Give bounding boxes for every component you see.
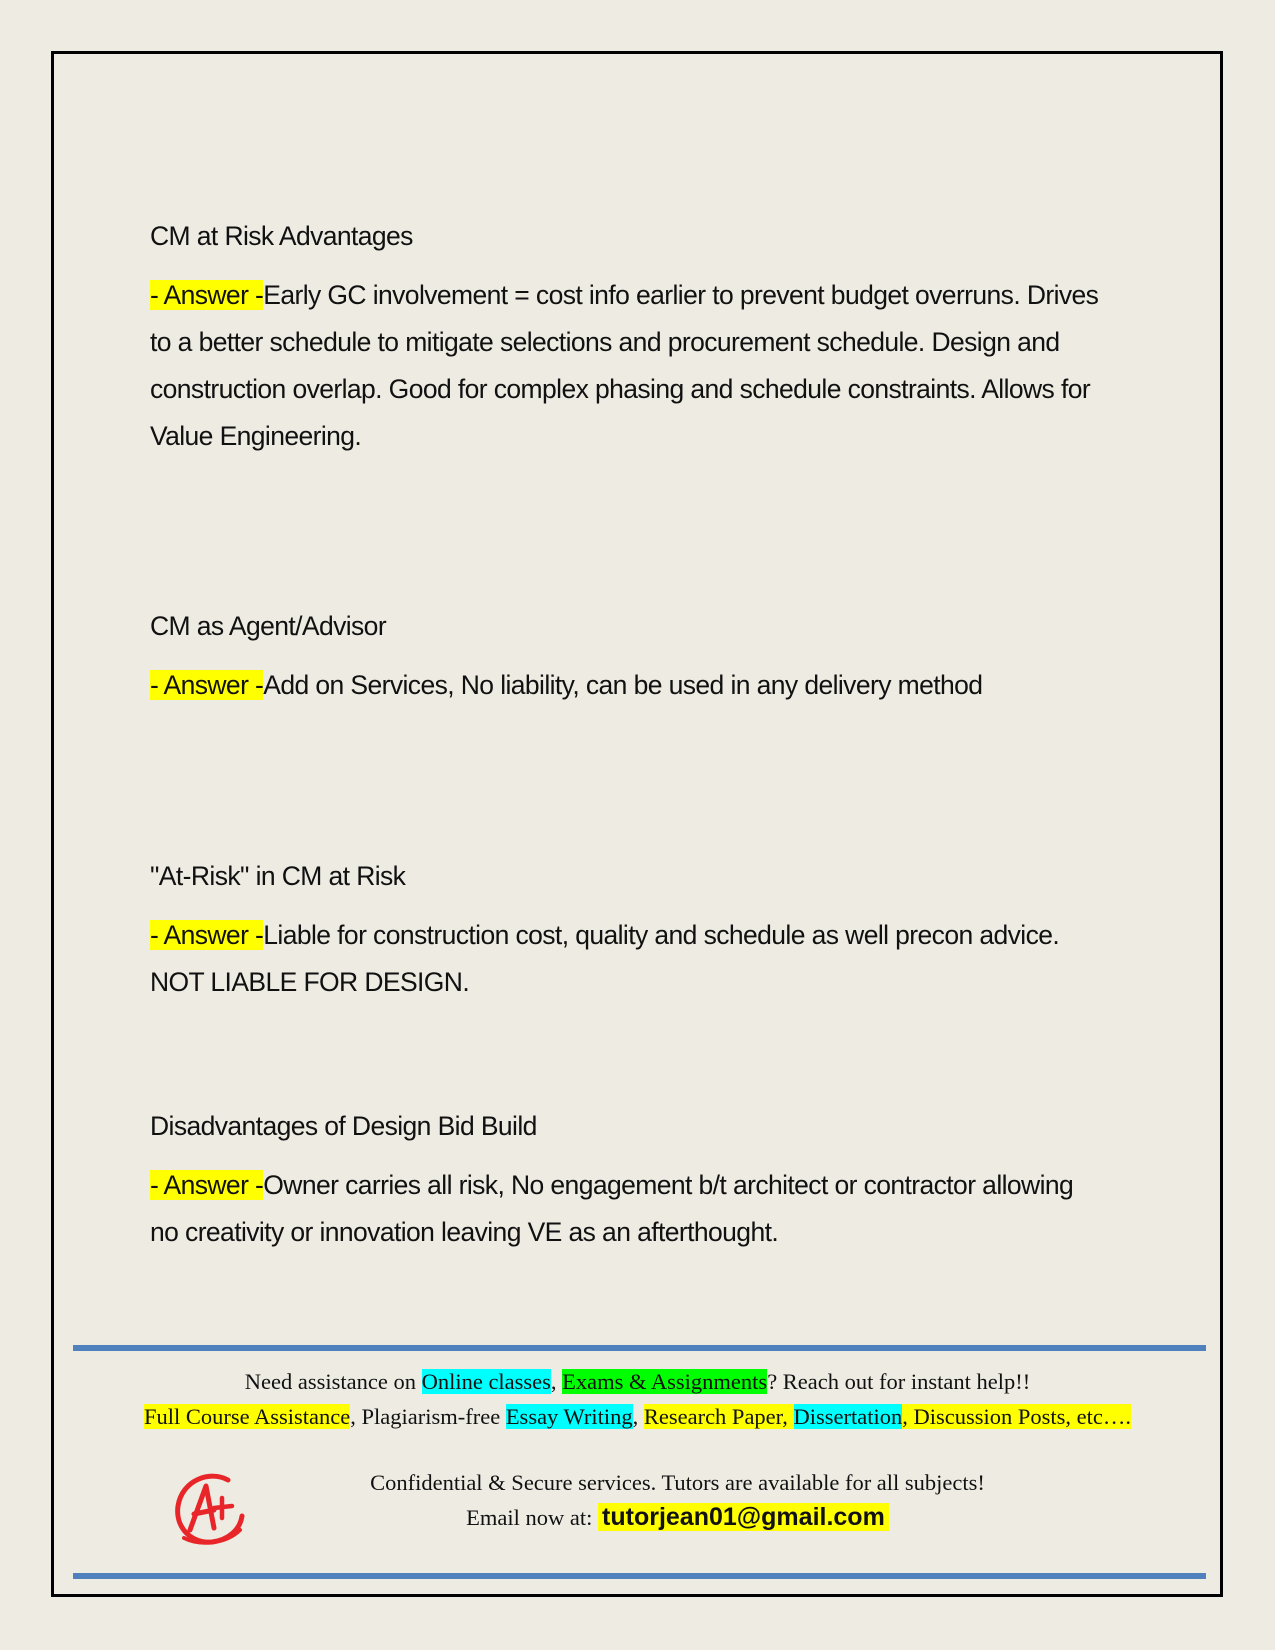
answer-label: - Answer - — [150, 1170, 264, 1200]
answer-body: Early GC involvement = cost info earlier to prevent budget overruns. Drives to a better schedule to mitigate selections and procurement schedule. Design and construction overlap. Good for complex phasing and schedule constraints. Allows for Value Engineering. — [150, 280, 1099, 451]
qa-card-2 — [150, 610, 1100, 709]
answer-body: Owner carries all risk, No engagement b/t architect or contractor allowing no creativity or innovation leaving VE as an afterthought. — [150, 1170, 1074, 1247]
answer-text — [150, 272, 1100, 460]
question-text: CM as Agent/Advisor — [150, 611, 387, 641]
footer-bottom-rule — [73, 1573, 1206, 1579]
footer-text: , — [632, 1404, 644, 1429]
footer-email-line — [100, 1500, 1255, 1535]
qa-card-3 — [150, 860, 1100, 1006]
highlight-discussion-posts: , Discussion Posts, etc…. — [902, 1404, 1132, 1429]
footer-top-rule — [73, 1345, 1206, 1351]
highlight-essay-writing: Essay Writing — [505, 1404, 633, 1429]
footer-text: , — [550, 1369, 563, 1394]
a-plus-grade-icon — [170, 1468, 250, 1548]
question-text: "At-Risk" in CM at Risk — [150, 861, 406, 891]
qa-card-1 — [150, 220, 1100, 460]
answer-label: - Answer - — [150, 670, 264, 700]
highlight-full-course: Full Course Assistance — [143, 1404, 351, 1429]
answer-body: Liable for construction cost, quality and schedule as well precon advice. NOT LIABLE FOR DESIGN. — [150, 920, 1060, 997]
footer-line-3: Confidential & Secure services. Tutors are available for all subjects! — [370, 1470, 985, 1495]
email-link[interactable]: tutorjean01@gmail.com — [598, 1503, 889, 1531]
highlight-research-paper: Research Paper, — [643, 1404, 794, 1429]
answer-label: - Answer - — [150, 280, 264, 310]
question-text: Disadvantages of Design Bid Build — [150, 1111, 537, 1141]
footer-line-2 — [60, 1399, 1215, 1434]
answer-text — [150, 662, 1100, 709]
footer-line-1 — [60, 1364, 1215, 1399]
footer-text: , Plagiarism-free — [350, 1404, 506, 1429]
highlight-online-classes: Online classes — [421, 1369, 551, 1394]
answer-text — [150, 1162, 1100, 1256]
answer-label: - Answer - — [150, 920, 264, 950]
highlight-dissertation: Dissertation — [793, 1404, 903, 1429]
answer-text — [150, 912, 1100, 1006]
footer-text: Need assistance on — [244, 1369, 422, 1394]
qa-card-4 — [150, 1110, 1100, 1256]
footer-text: ? Reach out for instant help!! — [767, 1369, 1031, 1394]
email-label: Email now at: — [466, 1505, 599, 1530]
answer-body: Add on Services, No liability, can be used in any delivery method — [263, 670, 983, 700]
highlight-exams-assignments: Exams & Assignments — [562, 1369, 768, 1394]
question-text: CM at Risk Advantages — [150, 221, 413, 251]
